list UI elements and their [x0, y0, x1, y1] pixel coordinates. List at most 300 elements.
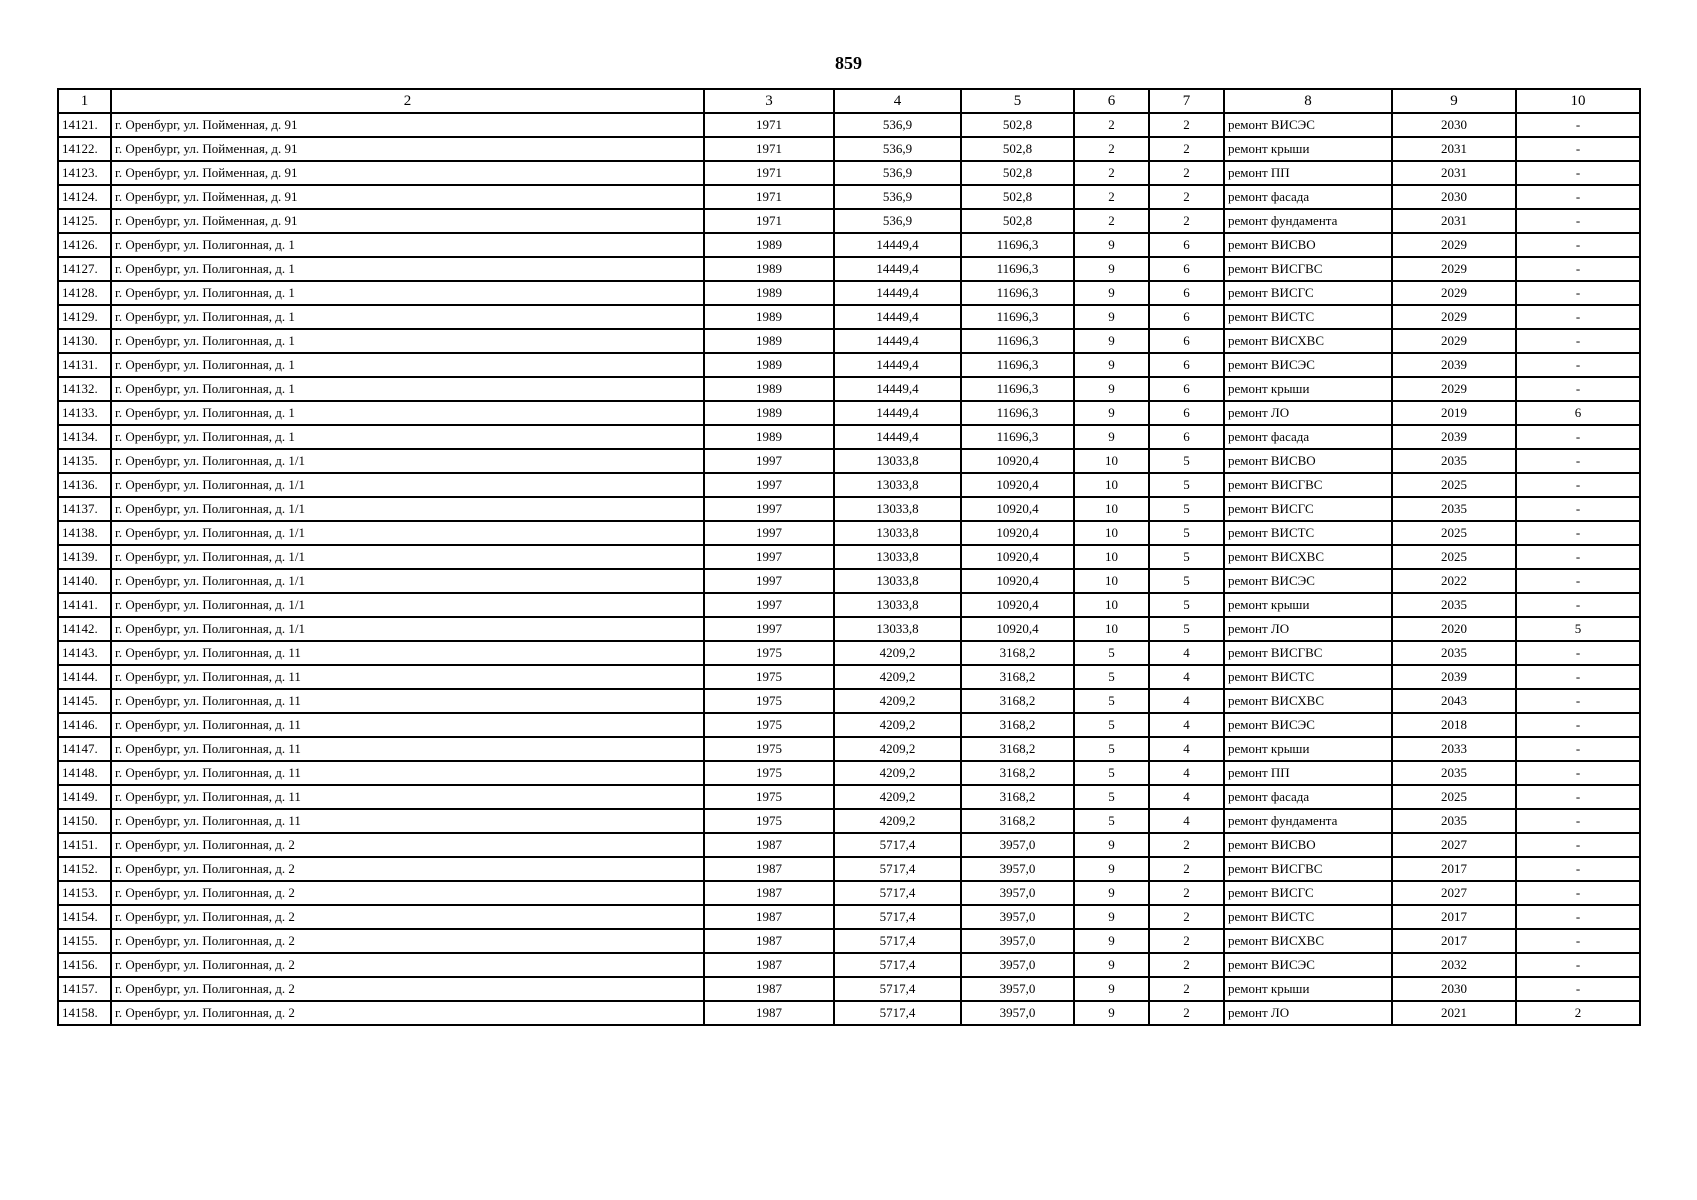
- cell-address: г. Оренбург, ул. Полигонная, д. 11: [111, 665, 704, 689]
- cell-work-type: ремонт крыши: [1224, 977, 1392, 1001]
- cell-living-area: 3168,2: [961, 809, 1074, 833]
- cell-total-area: 5717,4: [834, 1001, 961, 1025]
- cell-address: г. Оренбург, ул. Полигонная, д. 1: [111, 305, 704, 329]
- cell-work-type: ремонт ВИСВО: [1224, 833, 1392, 857]
- cell-build-year: 1975: [704, 809, 834, 833]
- cell-row-number: 14128.: [58, 281, 111, 305]
- cell-total-area: 13033,8: [834, 569, 961, 593]
- cell-plan-year: 2020: [1392, 617, 1516, 641]
- cell-plan-year: 2025: [1392, 545, 1516, 569]
- cell-plan-year: 2035: [1392, 641, 1516, 665]
- column-header-living-area: 5: [961, 89, 1074, 113]
- cell-build-year: 1997: [704, 497, 834, 521]
- cell-total-area: 13033,8: [834, 545, 961, 569]
- cell-work-type: ремонт фасада: [1224, 785, 1392, 809]
- cell-floors: 9: [1074, 881, 1149, 905]
- cell-total-area: 4209,2: [834, 761, 961, 785]
- cell-total-area: 5717,4: [834, 929, 961, 953]
- cell-entrances: 2: [1149, 113, 1224, 137]
- cell-entrances: 2: [1149, 953, 1224, 977]
- cell-living-area: 3957,0: [961, 833, 1074, 857]
- cell-entrances: 2: [1149, 209, 1224, 233]
- cell-build-year: 1989: [704, 233, 834, 257]
- cell-total-area: 5717,4: [834, 857, 961, 881]
- cell-total-area: 4209,2: [834, 665, 961, 689]
- cell-build-year: 1971: [704, 209, 834, 233]
- cell-row-number: 14148.: [58, 761, 111, 785]
- table-row: [58, 233, 1640, 257]
- cell-build-year: 1989: [704, 377, 834, 401]
- cell-plan-year: 2029: [1392, 233, 1516, 257]
- cell-extra: -: [1516, 281, 1640, 305]
- cell-work-type: ремонт фундамента: [1224, 809, 1392, 833]
- cell-floors: 5: [1074, 785, 1149, 809]
- cell-total-area: 4209,2: [834, 641, 961, 665]
- column-header-address: 2: [111, 89, 704, 113]
- cell-living-area: 3168,2: [961, 713, 1074, 737]
- cell-build-year: 1989: [704, 353, 834, 377]
- cell-living-area: 3957,0: [961, 857, 1074, 881]
- cell-plan-year: 2019: [1392, 401, 1516, 425]
- cell-plan-year: 2031: [1392, 161, 1516, 185]
- cell-entrances: 2: [1149, 185, 1224, 209]
- table-row: [58, 761, 1640, 785]
- cell-plan-year: 2025: [1392, 785, 1516, 809]
- cell-living-area: 3957,0: [961, 1001, 1074, 1025]
- table-row: [58, 497, 1640, 521]
- cell-living-area: 502,8: [961, 161, 1074, 185]
- column-header-row-number: 1: [58, 89, 111, 113]
- cell-row-number: 14132.: [58, 377, 111, 401]
- table-row: [58, 593, 1640, 617]
- cell-address: г. Оренбург, ул. Полигонная, д. 2: [111, 1001, 704, 1025]
- cell-address: г. Оренбург, ул. Полигонная, д. 2: [111, 881, 704, 905]
- cell-extra: -: [1516, 545, 1640, 569]
- cell-address: г. Оренбург, ул. Полигонная, д. 2: [111, 905, 704, 929]
- cell-work-type: ремонт крыши: [1224, 377, 1392, 401]
- cell-living-area: 11696,3: [961, 329, 1074, 353]
- table-row: [58, 905, 1640, 929]
- table-row: [58, 401, 1640, 425]
- cell-row-number: 14150.: [58, 809, 111, 833]
- cell-total-area: 13033,8: [834, 521, 961, 545]
- cell-row-number: 14147.: [58, 737, 111, 761]
- cell-living-area: 3957,0: [961, 905, 1074, 929]
- cell-row-number: 14157.: [58, 977, 111, 1001]
- cell-build-year: 1989: [704, 425, 834, 449]
- cell-floors: 10: [1074, 545, 1149, 569]
- cell-extra: -: [1516, 977, 1640, 1001]
- cell-work-type: ремонт ЛО: [1224, 1001, 1392, 1025]
- cell-plan-year: 2017: [1392, 929, 1516, 953]
- cell-floors: 9: [1074, 257, 1149, 281]
- table-row: [58, 929, 1640, 953]
- table-row: [58, 137, 1640, 161]
- cell-extra: -: [1516, 353, 1640, 377]
- cell-extra: -: [1516, 209, 1640, 233]
- column-header-build-year: 3: [704, 89, 834, 113]
- cell-work-type: ремонт ВИСХВС: [1224, 929, 1392, 953]
- cell-living-area: 10920,4: [961, 473, 1074, 497]
- cell-row-number: 14134.: [58, 425, 111, 449]
- cell-build-year: 1987: [704, 977, 834, 1001]
- cell-build-year: 1971: [704, 185, 834, 209]
- cell-entrances: 6: [1149, 329, 1224, 353]
- cell-floors: 2: [1074, 161, 1149, 185]
- cell-work-type: ремонт ЛО: [1224, 617, 1392, 641]
- cell-total-area: 5717,4: [834, 953, 961, 977]
- cell-build-year: 1971: [704, 161, 834, 185]
- cell-row-number: 14152.: [58, 857, 111, 881]
- cell-row-number: 14138.: [58, 521, 111, 545]
- cell-total-area: 14449,4: [834, 401, 961, 425]
- cell-row-number: 14131.: [58, 353, 111, 377]
- cell-entrances: 5: [1149, 617, 1224, 641]
- cell-extra: -: [1516, 785, 1640, 809]
- cell-total-area: 13033,8: [834, 497, 961, 521]
- cell-address: г. Оренбург, ул. Полигонная, д. 1: [111, 233, 704, 257]
- column-header-plan-year: 9: [1392, 89, 1516, 113]
- cell-plan-year: 2018: [1392, 713, 1516, 737]
- cell-extra: -: [1516, 473, 1640, 497]
- cell-entrances: 5: [1149, 473, 1224, 497]
- cell-row-number: 14151.: [58, 833, 111, 857]
- cell-row-number: 14126.: [58, 233, 111, 257]
- cell-plan-year: 2035: [1392, 593, 1516, 617]
- cell-extra: -: [1516, 905, 1640, 929]
- cell-floors: 9: [1074, 1001, 1149, 1025]
- cell-entrances: 4: [1149, 665, 1224, 689]
- cell-work-type: ремонт ЛО: [1224, 401, 1392, 425]
- cell-extra: -: [1516, 929, 1640, 953]
- cell-entrances: 5: [1149, 521, 1224, 545]
- cell-living-area: 3168,2: [961, 665, 1074, 689]
- cell-floors: 5: [1074, 641, 1149, 665]
- cell-address: г. Оренбург, ул. Полигонная, д. 2: [111, 833, 704, 857]
- cell-floors: 9: [1074, 281, 1149, 305]
- cell-extra: -: [1516, 425, 1640, 449]
- cell-plan-year: 2039: [1392, 353, 1516, 377]
- cell-address: г. Оренбург, ул. Полигонная, д. 1/1: [111, 593, 704, 617]
- cell-floors: 5: [1074, 809, 1149, 833]
- cell-work-type: ремонт ВИСГВС: [1224, 257, 1392, 281]
- cell-extra: -: [1516, 833, 1640, 857]
- cell-plan-year: 2033: [1392, 737, 1516, 761]
- cell-entrances: 6: [1149, 257, 1224, 281]
- table-row: [58, 617, 1640, 641]
- cell-floors: 9: [1074, 905, 1149, 929]
- table-row: [58, 545, 1640, 569]
- cell-living-area: 3168,2: [961, 737, 1074, 761]
- cell-row-number: 14153.: [58, 881, 111, 905]
- cell-floors: 9: [1074, 233, 1149, 257]
- cell-row-number: 14141.: [58, 593, 111, 617]
- cell-entrances: 5: [1149, 497, 1224, 521]
- cell-extra: -: [1516, 257, 1640, 281]
- cell-build-year: 1987: [704, 953, 834, 977]
- cell-entrances: 5: [1149, 569, 1224, 593]
- table-row: [58, 353, 1640, 377]
- cell-plan-year: 2035: [1392, 497, 1516, 521]
- cell-build-year: 1987: [704, 833, 834, 857]
- cell-total-area: 14449,4: [834, 377, 961, 401]
- cell-work-type: ремонт фундамента: [1224, 209, 1392, 233]
- cell-address: г. Оренбург, ул. Полигонная, д. 1: [111, 281, 704, 305]
- table-row: [58, 329, 1640, 353]
- cell-build-year: 1997: [704, 449, 834, 473]
- table-row: [58, 425, 1640, 449]
- cell-row-number: 14154.: [58, 905, 111, 929]
- cell-address: г. Оренбург, ул. Полигонная, д. 1/1: [111, 449, 704, 473]
- cell-address: г. Оренбург, ул. Пойменная, д. 91: [111, 209, 704, 233]
- cell-floors: 10: [1074, 497, 1149, 521]
- cell-build-year: 1975: [704, 761, 834, 785]
- cell-total-area: 4209,2: [834, 689, 961, 713]
- cell-floors: 2: [1074, 209, 1149, 233]
- cell-build-year: 1997: [704, 593, 834, 617]
- table-row: [58, 521, 1640, 545]
- cell-entrances: 2: [1149, 977, 1224, 1001]
- cell-extra: -: [1516, 233, 1640, 257]
- cell-plan-year: 2030: [1392, 185, 1516, 209]
- cell-address: г. Оренбург, ул. Полигонная, д. 1/1: [111, 569, 704, 593]
- cell-floors: 5: [1074, 713, 1149, 737]
- table-row: [58, 713, 1640, 737]
- cell-total-area: 5717,4: [834, 905, 961, 929]
- registry-table: [57, 88, 1641, 1026]
- cell-living-area: 10920,4: [961, 545, 1074, 569]
- cell-address: г. Оренбург, ул. Полигонная, д. 1: [111, 353, 704, 377]
- cell-work-type: ремонт ВИСЭС: [1224, 713, 1392, 737]
- cell-total-area: 536,9: [834, 161, 961, 185]
- cell-floors: 9: [1074, 329, 1149, 353]
- cell-work-type: ремонт ВИСГС: [1224, 281, 1392, 305]
- cell-plan-year: 2039: [1392, 425, 1516, 449]
- cell-address: г. Оренбург, ул. Полигонная, д. 1/1: [111, 497, 704, 521]
- cell-address: г. Оренбург, ул. Пойменная, д. 91: [111, 113, 704, 137]
- cell-build-year: 1997: [704, 473, 834, 497]
- table-row: [58, 449, 1640, 473]
- cell-row-number: 14124.: [58, 185, 111, 209]
- cell-floors: 10: [1074, 473, 1149, 497]
- cell-row-number: 14133.: [58, 401, 111, 425]
- table-row: [58, 809, 1640, 833]
- table-row: [58, 737, 1640, 761]
- cell-address: г. Оренбург, ул. Полигонная, д. 1/1: [111, 545, 704, 569]
- cell-total-area: 4209,2: [834, 809, 961, 833]
- cell-entrances: 4: [1149, 809, 1224, 833]
- cell-total-area: 5717,4: [834, 881, 961, 905]
- cell-plan-year: 2039: [1392, 665, 1516, 689]
- cell-plan-year: 2025: [1392, 521, 1516, 545]
- cell-total-area: 536,9: [834, 209, 961, 233]
- cell-floors: 9: [1074, 353, 1149, 377]
- cell-row-number: 14122.: [58, 137, 111, 161]
- column-header-total-area: 4: [834, 89, 961, 113]
- cell-row-number: 14145.: [58, 689, 111, 713]
- cell-extra: -: [1516, 953, 1640, 977]
- cell-total-area: 14449,4: [834, 353, 961, 377]
- cell-work-type: ремонт ВИСГВС: [1224, 641, 1392, 665]
- cell-total-area: 14449,4: [834, 329, 961, 353]
- cell-build-year: 1975: [704, 737, 834, 761]
- cell-entrances: 2: [1149, 905, 1224, 929]
- table-row: [58, 641, 1640, 665]
- cell-extra: -: [1516, 809, 1640, 833]
- cell-build-year: 1987: [704, 881, 834, 905]
- cell-plan-year: 2035: [1392, 809, 1516, 833]
- cell-living-area: 11696,3: [961, 257, 1074, 281]
- cell-floors: 5: [1074, 737, 1149, 761]
- cell-address: г. Оренбург, ул. Полигонная, д. 2: [111, 929, 704, 953]
- cell-address: г. Оренбург, ул. Полигонная, д. 11: [111, 761, 704, 785]
- cell-work-type: ремонт ВИСХВС: [1224, 329, 1392, 353]
- cell-entrances: 6: [1149, 401, 1224, 425]
- cell-extra: -: [1516, 713, 1640, 737]
- cell-living-area: 3957,0: [961, 881, 1074, 905]
- cell-entrances: 4: [1149, 689, 1224, 713]
- cell-plan-year: 2043: [1392, 689, 1516, 713]
- cell-living-area: 502,8: [961, 185, 1074, 209]
- table-row: [58, 185, 1640, 209]
- cell-floors: 10: [1074, 593, 1149, 617]
- cell-entrances: 2: [1149, 833, 1224, 857]
- cell-entrances: 6: [1149, 281, 1224, 305]
- cell-build-year: 1989: [704, 305, 834, 329]
- table-row: [58, 953, 1640, 977]
- cell-extra: -: [1516, 449, 1640, 473]
- cell-total-area: 14449,4: [834, 281, 961, 305]
- cell-living-area: 3168,2: [961, 761, 1074, 785]
- cell-plan-year: 2031: [1392, 209, 1516, 233]
- cell-build-year: 1989: [704, 257, 834, 281]
- cell-address: г. Оренбург, ул. Пойменная, д. 91: [111, 137, 704, 161]
- table-body: [58, 113, 1640, 1025]
- cell-row-number: 14143.: [58, 641, 111, 665]
- cell-living-area: 3168,2: [961, 689, 1074, 713]
- cell-plan-year: 2030: [1392, 113, 1516, 137]
- cell-floors: 10: [1074, 449, 1149, 473]
- cell-entrances: 2: [1149, 137, 1224, 161]
- cell-address: г. Оренбург, ул. Полигонная, д. 1/1: [111, 521, 704, 545]
- cell-plan-year: 2029: [1392, 329, 1516, 353]
- table-row: [58, 257, 1640, 281]
- column-header-work-type: 8: [1224, 89, 1392, 113]
- cell-entrances: 2: [1149, 881, 1224, 905]
- cell-total-area: 13033,8: [834, 593, 961, 617]
- cell-row-number: 14140.: [58, 569, 111, 593]
- cell-extra: -: [1516, 185, 1640, 209]
- table-row: [58, 977, 1640, 1001]
- cell-extra: -: [1516, 521, 1640, 545]
- cell-row-number: 14158.: [58, 1001, 111, 1025]
- cell-entrances: 6: [1149, 233, 1224, 257]
- cell-floors: 9: [1074, 833, 1149, 857]
- cell-plan-year: 2031: [1392, 137, 1516, 161]
- cell-row-number: 14129.: [58, 305, 111, 329]
- table-row: [58, 1001, 1640, 1025]
- cell-entrances: 4: [1149, 737, 1224, 761]
- cell-total-area: 13033,8: [834, 473, 961, 497]
- cell-address: г. Оренбург, ул. Полигонная, д. 2: [111, 857, 704, 881]
- cell-build-year: 1997: [704, 521, 834, 545]
- cell-address: г. Оренбург, ул. Полигонная, д. 11: [111, 713, 704, 737]
- cell-living-area: 10920,4: [961, 569, 1074, 593]
- cell-row-number: 14156.: [58, 953, 111, 977]
- cell-plan-year: 2029: [1392, 377, 1516, 401]
- cell-work-type: ремонт крыши: [1224, 137, 1392, 161]
- cell-build-year: 1987: [704, 905, 834, 929]
- cell-address: г. Оренбург, ул. Пойменная, д. 91: [111, 185, 704, 209]
- cell-total-area: 4209,2: [834, 713, 961, 737]
- cell-floors: 9: [1074, 857, 1149, 881]
- cell-extra: -: [1516, 377, 1640, 401]
- cell-row-number: 14144.: [58, 665, 111, 689]
- cell-living-area: 11696,3: [961, 305, 1074, 329]
- cell-entrances: 2: [1149, 929, 1224, 953]
- cell-row-number: 14127.: [58, 257, 111, 281]
- cell-entrances: 6: [1149, 353, 1224, 377]
- column-header-extra: 10: [1516, 89, 1640, 113]
- cell-row-number: 14137.: [58, 497, 111, 521]
- cell-build-year: 1971: [704, 113, 834, 137]
- cell-work-type: ремонт ВИСЭС: [1224, 353, 1392, 377]
- cell-address: г. Оренбург, ул. Полигонная, д. 1: [111, 257, 704, 281]
- cell-floors: 5: [1074, 761, 1149, 785]
- cell-plan-year: 2017: [1392, 857, 1516, 881]
- cell-entrances: 2: [1149, 857, 1224, 881]
- cell-extra: -: [1516, 737, 1640, 761]
- cell-row-number: 14130.: [58, 329, 111, 353]
- cell-plan-year: 2027: [1392, 881, 1516, 905]
- cell-row-number: 14136.: [58, 473, 111, 497]
- cell-living-area: 11696,3: [961, 353, 1074, 377]
- cell-entrances: 4: [1149, 785, 1224, 809]
- cell-extra: -: [1516, 569, 1640, 593]
- cell-entrances: 5: [1149, 545, 1224, 569]
- cell-total-area: 5717,4: [834, 833, 961, 857]
- table-row: [58, 377, 1640, 401]
- cell-plan-year: 2027: [1392, 833, 1516, 857]
- cell-living-area: 11696,3: [961, 233, 1074, 257]
- table-row: [58, 833, 1640, 857]
- table-row: [58, 113, 1640, 137]
- cell-work-type: ремонт ВИСГВС: [1224, 857, 1392, 881]
- cell-plan-year: 2017: [1392, 905, 1516, 929]
- cell-total-area: 536,9: [834, 113, 961, 137]
- cell-entrances: 4: [1149, 761, 1224, 785]
- cell-plan-year: 2029: [1392, 257, 1516, 281]
- cell-living-area: 3957,0: [961, 929, 1074, 953]
- column-header-floors: 6: [1074, 89, 1149, 113]
- cell-extra: -: [1516, 305, 1640, 329]
- cell-extra: -: [1516, 593, 1640, 617]
- cell-row-number: 14125.: [58, 209, 111, 233]
- cell-living-area: 11696,3: [961, 377, 1074, 401]
- cell-build-year: 1975: [704, 785, 834, 809]
- cell-row-number: 14146.: [58, 713, 111, 737]
- cell-plan-year: 2025: [1392, 473, 1516, 497]
- cell-work-type: ремонт ПП: [1224, 161, 1392, 185]
- cell-work-type: ремонт ВИСГВС: [1224, 473, 1392, 497]
- table-row: [58, 473, 1640, 497]
- table-row: [58, 881, 1640, 905]
- cell-address: г. Оренбург, ул. Полигонная, д. 1: [111, 425, 704, 449]
- cell-entrances: 2: [1149, 161, 1224, 185]
- cell-plan-year: 2021: [1392, 1001, 1516, 1025]
- cell-extra: -: [1516, 497, 1640, 521]
- cell-extra: -: [1516, 113, 1640, 137]
